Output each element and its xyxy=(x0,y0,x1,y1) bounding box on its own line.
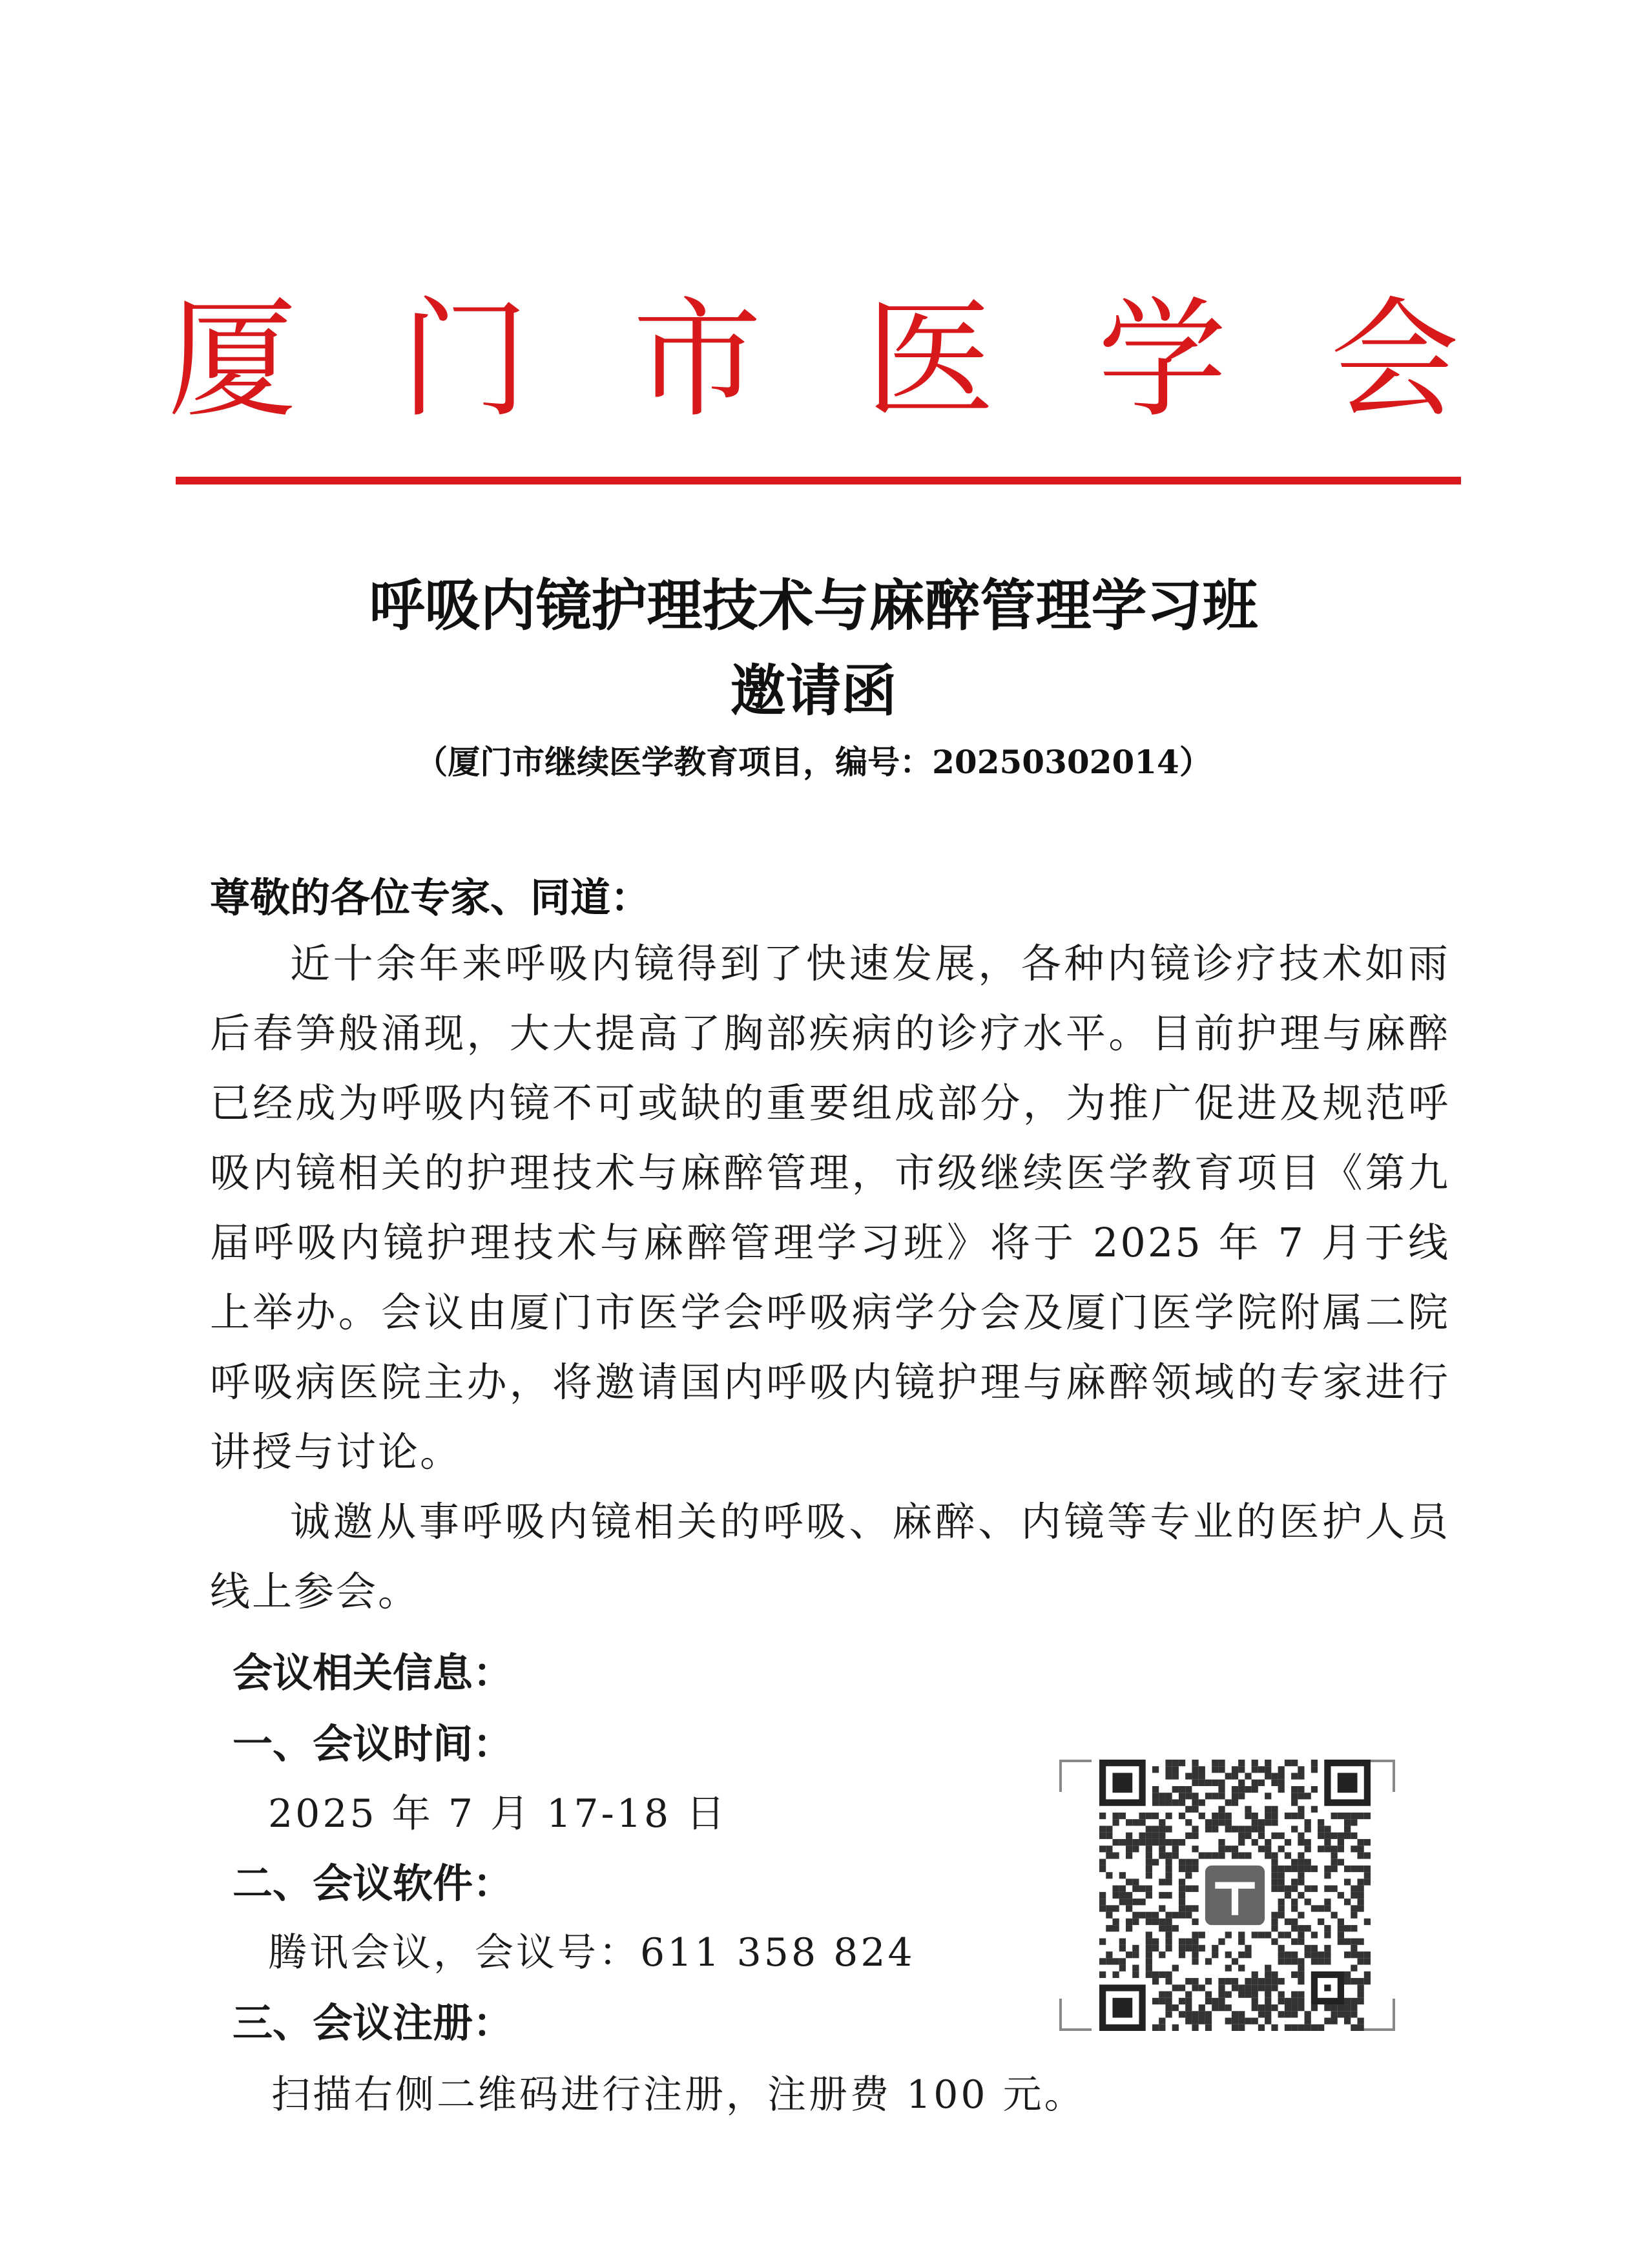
meeting-info-heading: 会议相关信息： xyxy=(233,1649,513,1696)
document-title-invitation: 邀请函 xyxy=(730,658,897,723)
body-paragraph-invitation: 诚邀从事呼吸内镜相关的呼吸、麻醉、内镜等专业的医护人员线上参会。 xyxy=(210,1498,1450,1615)
meeting-registration-value: 扫描右侧二维码进行注册，注册费 100 元。 xyxy=(271,2072,1086,2117)
body-paragraph-intro: 近十余年来呼吸内镜得到了快速发展，各种内镜诊疗技术如雨后春笋般涌现，大大提高了胸部疾病的诊疗水平。目前护理与麻醉已经成为呼吸内镜不可或缺的重要组成部分，为推广促进及规范呼吸内镜相关的护理技术与麻醉管理，市级继续医学教育项目《第九届呼吸内镜护理技术与麻醉管理学习班》将于 2025 年 7 月于线上举办。会议由厦门市医学会呼吸病学分会及厦门医学院附属二院呼吸病医院主办，将邀请国内呼吸内镜护理与麻醉领域的专家进行讲授与讨论。 xyxy=(210,940,1450,1475)
meeting-software-heading: 二、会议软件： xyxy=(233,1860,513,1907)
meeting-software-value: 腾讯会议，会议号：611 358 824 xyxy=(268,1930,915,1975)
header-divider xyxy=(176,477,1461,484)
meeting-registration-heading: 三、会议注册： xyxy=(233,1999,513,2046)
project-number: （厦门市继续医学教育项目，编号：20250302014） xyxy=(415,743,1212,781)
meeting-time-value: 2025 年 7 月 17-18 日 xyxy=(268,1791,728,1836)
qr-code-icon[interactable] xyxy=(1099,1760,1371,2031)
salutation: 尊敬的各位专家、同道： xyxy=(210,874,651,921)
document-title: 呼吸内镜护理技术与麻醉管理学习班 xyxy=(369,573,1258,638)
organization-header: 厦门市医学会 xyxy=(167,284,1563,435)
meeting-time-heading: 一、会议时间： xyxy=(233,1720,513,1767)
